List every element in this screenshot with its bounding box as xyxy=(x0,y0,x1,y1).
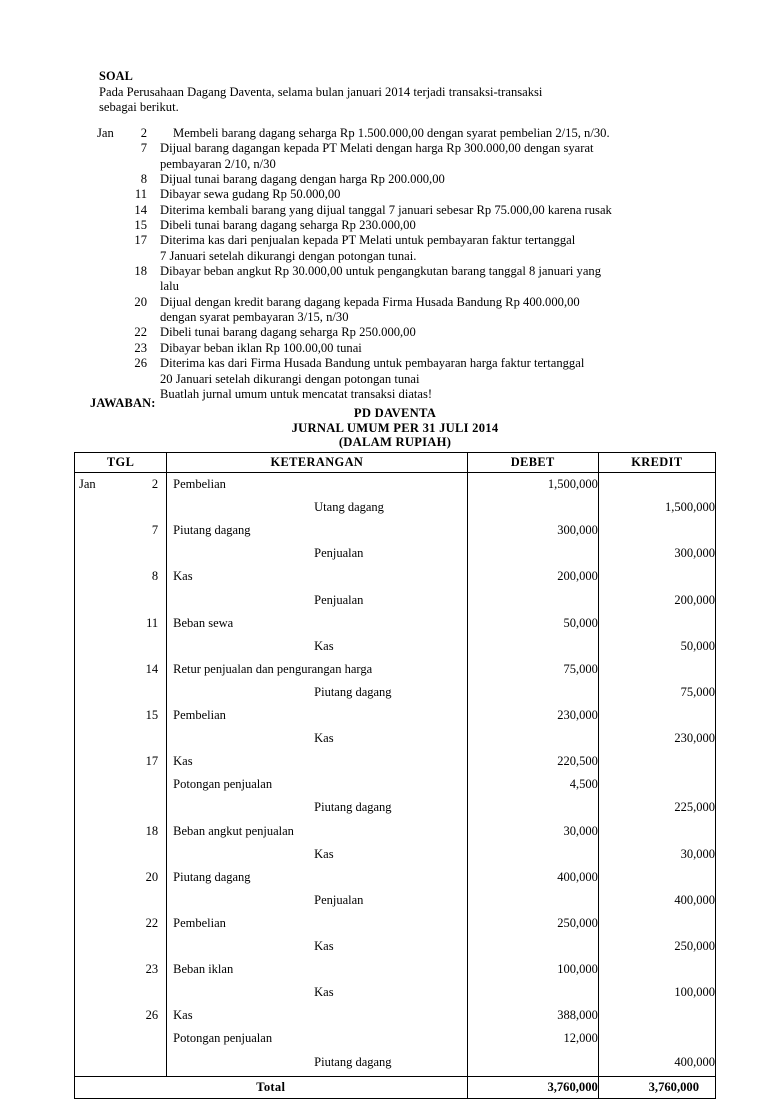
transaction-day: 8 xyxy=(140,172,147,187)
total-kredit: 3,760,000 xyxy=(598,1076,715,1098)
journal-debit-account: Beban iklan xyxy=(173,962,234,977)
journal-date-day: 2 xyxy=(151,477,159,491)
transaction-description-line: 7 Januari setelah dikurangi dengan potongan tunai. xyxy=(160,248,417,263)
journal-debet-amount: 4,500 xyxy=(569,777,598,792)
transaction-day: 18 xyxy=(134,264,147,279)
journal-date-month: Jan xyxy=(79,477,96,491)
journal-date-day: 15 xyxy=(145,708,159,722)
journal-date-day: 7 xyxy=(151,523,159,538)
answer-heading: JAWABAN: xyxy=(90,396,156,410)
journal-kredit-amount: 225,000 xyxy=(674,800,715,815)
journal-kredit-amount: 100,000 xyxy=(674,985,715,1000)
journal-debit-account: Beban sewa xyxy=(173,615,234,630)
journal-title-company: PD DAVENTA xyxy=(353,406,437,420)
journal-credit-account: Kas xyxy=(314,638,334,653)
transaction-description-line: Dibeli tunai barang dagang seharga Rp 250.000,00 xyxy=(160,325,416,340)
transaction-description xyxy=(147,187,697,202)
journal-debet-amount: 220,500 xyxy=(557,754,598,769)
journal-credit-account: Piutang dagang xyxy=(314,1054,392,1069)
transaction-description-line: Diterima kas dari Firma Husada Bandung untuk pembayaran harga faktur tertanggal xyxy=(160,356,585,371)
transaction-item xyxy=(97,325,697,340)
journal-total-row xyxy=(75,1076,716,1098)
journal-debit-account: Potongan penjualan xyxy=(173,777,273,792)
journal-date-day: 14 xyxy=(145,661,159,676)
transaction-description-line: Dibayar beban iklan Rp 100.00,00 tunai xyxy=(160,340,362,355)
journal-kredit-amount: 250,000 xyxy=(674,939,715,953)
problem-heading: SOAL xyxy=(99,69,133,83)
transaction-day: 11 xyxy=(134,187,147,202)
transaction-description xyxy=(147,141,697,172)
journal-debit-account: Piutang dagang xyxy=(173,523,251,538)
journal-debit-account: Retur penjualan dan pengurangan harga xyxy=(173,661,373,676)
transaction-description-line: Dijual barang dagangan kepada PT Melati dengan harga Rp 300.000,00 dengan syarat xyxy=(160,141,594,156)
journal-credit-account: Utang dagang xyxy=(314,500,384,515)
column-header-kredit: KREDIT xyxy=(598,453,715,473)
journal-kredit-amount: 50,000 xyxy=(680,638,715,653)
journal-date-line xyxy=(75,935,166,958)
transaction-day: 22 xyxy=(134,325,147,340)
journal-table-body xyxy=(75,473,716,1099)
journal-date-line xyxy=(75,843,166,866)
transaction-day: 15 xyxy=(134,218,147,233)
transaction-item xyxy=(97,295,697,326)
transaction-day: 17 xyxy=(134,233,147,248)
transaction-day: 23 xyxy=(134,340,147,355)
journal-date-line xyxy=(75,727,166,750)
journal-debit-account: Pembelian xyxy=(173,708,226,722)
journal-date-day: 22 xyxy=(145,915,159,930)
journal-date-line xyxy=(75,542,166,565)
column-header-tgl: TGL xyxy=(75,453,167,473)
transaction-item xyxy=(97,341,697,356)
transaction-description-line: lalu xyxy=(160,279,179,294)
transaction-description-line: Dijual dengan kredit barang dagang kepada Firma Husada Bandung Rp 400.000,00 xyxy=(160,294,580,309)
journal-title-period: JURNAL UMUM PER 31 JULI 2014 xyxy=(291,420,499,435)
total-label: Total xyxy=(75,1076,468,1098)
transaction-description-line: dengan syarat pembayaran 3/15, n/30 xyxy=(160,310,349,325)
transaction-description-line: Membeli barang dagang seharga Rp 1.500.000,00 dengan syarat pembelian 2/15, n/30. xyxy=(173,126,610,140)
transaction-day: 14 xyxy=(134,202,147,217)
journal-entries-row xyxy=(75,473,716,1077)
journal-kredit-amount: 300,000 xyxy=(674,546,715,561)
journal-credit-account: Penjualan xyxy=(314,546,364,561)
journal-date-line xyxy=(75,565,166,588)
transaction-item xyxy=(97,187,697,202)
journal-kredit-amount: 1,500,000 xyxy=(665,500,715,515)
journal-credit-account: Piutang dagang xyxy=(314,800,392,815)
transaction-description xyxy=(147,203,697,218)
journal-header-row xyxy=(75,453,716,473)
transaction-description-line: Dibayar sewa gudang Rp 50.000,00 xyxy=(160,187,341,202)
journal-debet-amount: 50,000 xyxy=(563,615,598,630)
kredit-column-cell xyxy=(598,473,715,1077)
keterangan-column-cell xyxy=(167,473,467,1077)
journal-date-line xyxy=(75,912,166,935)
journal-debit-account: Potongan penjualan xyxy=(173,1031,273,1046)
journal-debit-account: Beban angkut penjualan xyxy=(173,823,294,838)
transaction-description xyxy=(147,233,697,264)
transaction-description xyxy=(147,172,697,187)
journal-date-line xyxy=(75,750,166,773)
transaction-description xyxy=(147,126,697,141)
transaction-description xyxy=(147,325,697,340)
transaction-description-line: Diterima kembali barang yang dijual tanggal 7 januari sebesar Rp 75.000,00 karena rusak xyxy=(160,202,612,217)
journal-date-line xyxy=(75,704,166,727)
journal-debet-amount: 400,000 xyxy=(557,869,598,884)
journal-credit-account: Kas xyxy=(314,731,334,746)
journal-kredit-amount: 200,000 xyxy=(674,592,715,607)
journal-date-line xyxy=(75,496,166,519)
journal-debet-amount: 388,000 xyxy=(557,1008,598,1023)
transaction-item xyxy=(97,264,697,295)
journal-date-line xyxy=(75,866,166,889)
journal-date-day: 11 xyxy=(146,615,159,630)
journal-debet-amount: 30,000 xyxy=(563,823,598,838)
journal-date-line xyxy=(75,589,166,612)
journal-date-day: 26 xyxy=(145,1008,159,1023)
journal-title-currency: (DALAM RUPIAH) xyxy=(338,435,452,450)
journal-kredit-amount: 30,000 xyxy=(680,846,715,861)
journal-debit-account: Piutang dagang xyxy=(173,869,251,884)
journal-kredit-amount: 400,000 xyxy=(674,1054,715,1069)
transaction-item xyxy=(97,356,697,402)
journal-date-line xyxy=(75,635,166,658)
transaction-day: 26 xyxy=(134,356,147,371)
journal-date-line xyxy=(75,681,166,704)
transaction-month: Jan xyxy=(97,126,114,140)
transaction-description xyxy=(147,295,697,326)
journal-date-line xyxy=(75,1027,166,1050)
journal-date-line xyxy=(75,981,166,1004)
journal-date-day: 8 xyxy=(151,569,159,584)
debet-column-cell xyxy=(467,473,598,1077)
journal-credit-account: Penjualan xyxy=(314,892,364,907)
journal-credit-account: Kas xyxy=(314,939,334,953)
journal-date-line xyxy=(75,658,166,681)
problem-intro-line-2: sebagai berikut. xyxy=(99,100,179,115)
journal-debit-account: Kas xyxy=(173,569,193,584)
transaction-description-line: Dijual tunai barang dagang dengan harga Rp 200.000,00 xyxy=(160,172,445,187)
tgl-column-cell xyxy=(75,473,167,1077)
journal-credit-account: Piutang dagang xyxy=(314,684,392,699)
journal-title-block xyxy=(74,406,716,450)
transaction-item xyxy=(97,233,697,264)
journal-kredit-amount: 75,000 xyxy=(680,684,715,699)
journal-credit-account: Kas xyxy=(314,985,334,1000)
journal-kredit-amount: 230,000 xyxy=(674,731,715,746)
transaction-item xyxy=(97,218,697,233)
journal-debet-amount: 200,000 xyxy=(557,569,598,584)
journal-date-line xyxy=(75,473,166,496)
journal-date-line xyxy=(75,820,166,843)
problem-intro-line-1: Pada Perusahaan Dagang Daventa, selama bulan januari 2014 terjadi transaksi-transaksi xyxy=(99,84,543,99)
transaction-description xyxy=(147,264,697,295)
journal-debit-account: Pembelian xyxy=(173,477,226,491)
journal-debet-amount: 250,000 xyxy=(557,915,598,930)
transaction-description xyxy=(147,356,697,402)
journal-date-day: 18 xyxy=(145,823,159,838)
transaction-day: 20 xyxy=(134,294,147,309)
journal-date-line xyxy=(75,773,166,796)
journal-debit-account: Kas xyxy=(173,754,193,769)
journal-table-wrapper xyxy=(74,452,716,1099)
journal-date-day: 20 xyxy=(145,869,159,884)
transaction-description-line: 20 Januari setelah dikurangi dengan potongan tunai xyxy=(160,371,420,386)
journal-debet-amount: 75,000 xyxy=(563,661,598,676)
journal-debet-amount: 300,000 xyxy=(557,523,598,538)
journal-date-line xyxy=(75,958,166,981)
transaction-description xyxy=(147,341,697,356)
transaction-item xyxy=(97,172,697,187)
transaction-description-line: Buatlah jurnal umum untuk mencatat transaksi diatas! xyxy=(160,386,433,401)
column-header-debet: DEBET xyxy=(467,453,598,473)
journal-debet-amount: 1,500,000 xyxy=(547,477,598,491)
transaction-description-line: Dibayar beban angkut Rp 30.000,00 untuk pengangkutan barang tanggal 8 januari yang xyxy=(160,264,602,279)
transaction-day: 7 xyxy=(140,141,147,156)
transaction-item xyxy=(97,126,697,141)
journal-date-line xyxy=(75,519,166,542)
transaction-description-line: Dibeli tunai barang dagang seharga Rp 230.000,00 xyxy=(160,218,416,233)
journal-credit-account: Penjualan xyxy=(314,592,364,607)
transaction-item xyxy=(97,203,697,218)
transaction-day: 2 xyxy=(140,126,147,140)
journal-date-line xyxy=(75,796,166,819)
transaction-description-line: Diterima kas dari penjualan kepada PT Melati untuk pembayaran faktur tertanggal xyxy=(160,233,576,248)
total-debet: 3,760,000 xyxy=(467,1076,598,1098)
journal-debit-account: Kas xyxy=(173,1008,193,1023)
journal-date-day: 23 xyxy=(145,962,159,977)
journal-credit-account: Kas xyxy=(314,846,334,861)
journal-date-day: 17 xyxy=(145,754,159,769)
journal-debet-amount: 100,000 xyxy=(557,962,598,977)
journal-debit-account: Pembelian xyxy=(173,915,226,930)
journal-debet-amount: 12,000 xyxy=(563,1031,598,1046)
journal-table xyxy=(74,452,716,1099)
transaction-list xyxy=(97,126,697,402)
journal-kredit-amount: 400,000 xyxy=(674,892,715,907)
column-header-keterangan: KETERANGAN xyxy=(167,453,467,473)
transaction-description xyxy=(147,218,697,233)
journal-debet-amount: 230,000 xyxy=(557,708,598,722)
problem-section xyxy=(99,69,659,116)
transaction-description-line: pembayaran 2/10, n/30 xyxy=(160,156,276,171)
journal-date-line xyxy=(75,889,166,912)
journal-date-line xyxy=(75,612,166,635)
journal-table-head xyxy=(75,453,716,473)
transaction-item xyxy=(97,141,697,172)
journal-date-line xyxy=(75,1051,166,1074)
